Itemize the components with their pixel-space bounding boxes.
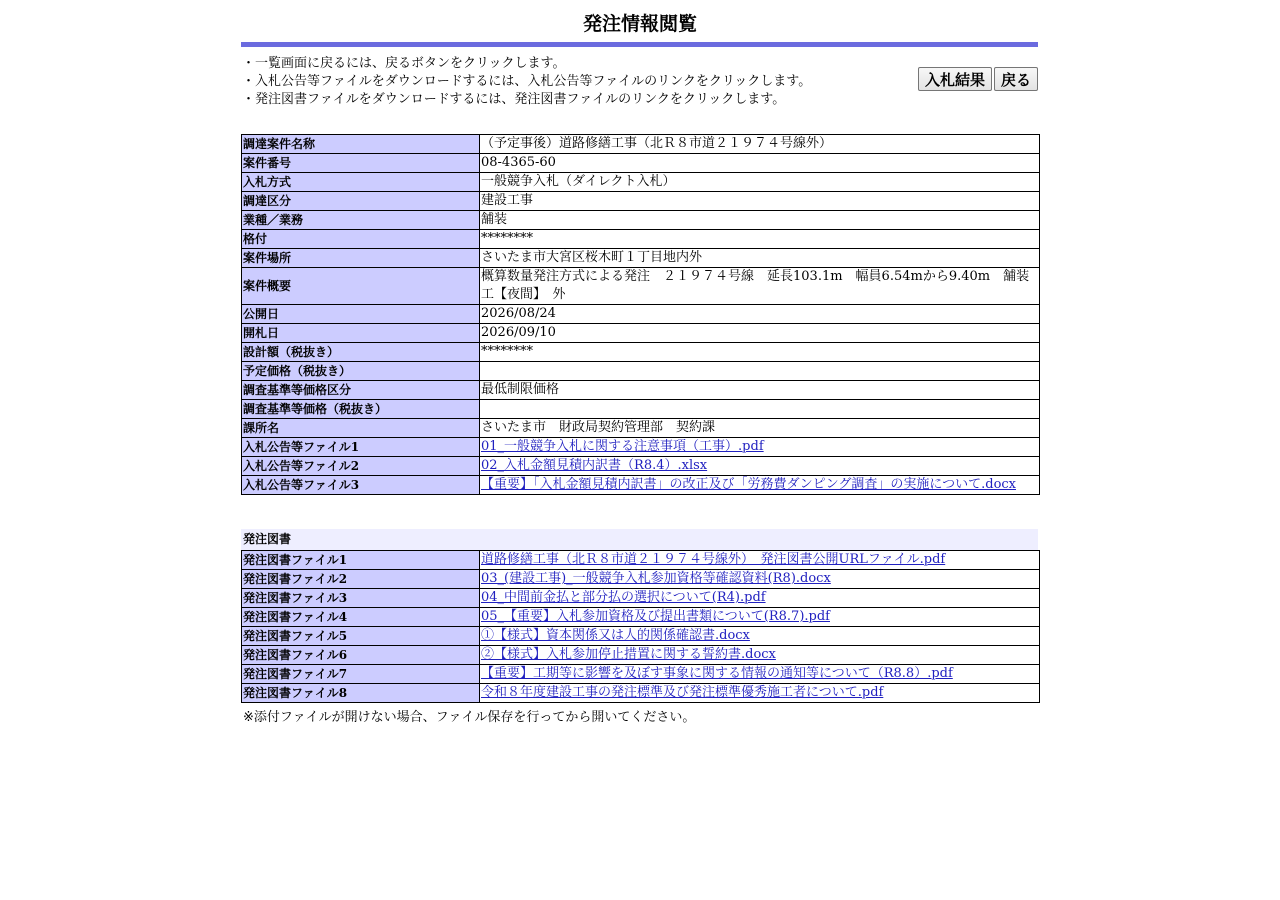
table-row <box>242 324 1040 343</box>
row-value <box>480 457 1040 476</box>
row-value <box>480 684 1040 703</box>
row-value <box>480 665 1040 684</box>
row-value: 建設工事 <box>480 192 1040 211</box>
row-value: ******** <box>480 343 1040 362</box>
row-value: 2026/09/10 <box>480 324 1040 343</box>
row-label: 発注図書ファイル3 <box>242 589 480 608</box>
instructions-block <box>241 47 1039 115</box>
row-label: 案件番号 <box>242 154 480 173</box>
row-label: 発注図書ファイル8 <box>242 684 480 703</box>
row-value: 最低制限価格 <box>480 381 1040 400</box>
page-container <box>241 0 1039 725</box>
notice-file-link[interactable]: 【重要】「入札金額見積内訳書」の改正及び「労務費ダンピング調査」の実施について.docx <box>481 477 1017 492</box>
row-value: （予定事後）道路修繕工事（北Ｒ８市道２１９７４号線外） <box>480 135 1040 154</box>
table-row <box>242 211 1040 230</box>
instruction-item: ・入札公告等ファイルをダウンロードするには、入札公告等ファイルのリンクをクリックします。 <box>242 74 812 89</box>
table-row <box>242 551 1040 570</box>
row-value: ******** <box>480 230 1040 249</box>
row-label: 調達区分 <box>242 192 480 211</box>
row-value: 一般競争入札（ダイレクト入札） <box>480 173 1040 192</box>
row-label: 発注図書ファイル7 <box>242 665 480 684</box>
row-value <box>480 646 1040 665</box>
row-value: 08-4365-60 <box>480 154 1040 173</box>
procurement-info-table <box>241 134 1040 495</box>
row-label: 発注図書ファイル4 <box>242 608 480 627</box>
row-label: 格付 <box>242 230 480 249</box>
drawing-file-link[interactable]: 【重要】工期等に影響を及ぼす事象に関する情報の通知等について（R8.8）.pdf <box>481 666 953 681</box>
row-value: さいたま市 財政局契約管理部 契約課 <box>480 419 1040 438</box>
table-row <box>242 684 1040 703</box>
page-title: 発注情報閲覧 <box>582 13 697 35</box>
drawing-file-link[interactable]: 03_(建設工事)_一般競争入札参加資格等確認資料(R8).docx <box>481 571 831 586</box>
drawing-file-link[interactable]: 令和８年度建設工事の発注標準及び発注標準優秀施工者について.pdf <box>481 685 884 700</box>
action-buttons <box>916 67 1038 91</box>
table-row <box>242 608 1040 627</box>
notice-file-link[interactable]: 01_一般競争入札に関する注意事項（工事）.pdf <box>481 439 764 454</box>
row-label: 発注図書ファイル5 <box>242 627 480 646</box>
drawing-file-link[interactable]: ①【様式】資本関係又は人的関係確認書.docx <box>481 628 750 643</box>
table-row <box>242 476 1040 495</box>
bid-results-button[interactable]: 入札結果 <box>918 67 992 91</box>
row-value: 概算数量発注方式による発注 ２１９７４号線 延長103.1m 幅員6.54mから9.40m 舗装工【夜間】 外 <box>480 268 1040 305</box>
row-label: 公開日 <box>242 305 480 324</box>
table-row <box>242 192 1040 211</box>
table-row <box>242 135 1040 154</box>
table-row <box>242 627 1040 646</box>
row-label: 発注図書ファイル1 <box>242 551 480 570</box>
row-label: 発注図書ファイル6 <box>242 646 480 665</box>
row-label: 入札公告等ファイル3 <box>242 476 480 495</box>
row-label: 入札公告等ファイル2 <box>242 457 480 476</box>
drawing-file-link[interactable]: 04_中間前金払と部分払の選択について(R4).pdf <box>481 590 766 605</box>
table-row <box>242 438 1040 457</box>
notice-file-link[interactable]: 02_入札金額見積内訳書（R8.4）.xlsx <box>481 458 708 473</box>
table-row <box>242 305 1040 324</box>
row-label: 入札方式 <box>242 173 480 192</box>
table-row <box>242 419 1040 438</box>
row-label: 開札日 <box>242 324 480 343</box>
row-value <box>480 627 1040 646</box>
row-label: 発注図書ファイル2 <box>242 570 480 589</box>
instruction-item: ・発注図書ファイルをダウンロードするには、発注図書ファイルのリンクをクリックします。 <box>242 92 786 107</box>
row-label: 業種／業務 <box>242 211 480 230</box>
row-value <box>480 362 1040 381</box>
table-row <box>242 343 1040 362</box>
row-label: 設計額（税抜き） <box>242 343 480 362</box>
table-row <box>242 173 1040 192</box>
row-label: 調達案件名称 <box>242 135 480 154</box>
table-row <box>242 154 1040 173</box>
spacer <box>241 115 1039 134</box>
row-label: 調査基準等価格（税抜き） <box>242 400 480 419</box>
drawing-file-link[interactable]: 道路修繕工事（北Ｒ８市道２１９７４号線外） 発注図書公開URLファイル.pdf <box>481 552 946 567</box>
drawings-table <box>241 550 1040 703</box>
table-row <box>242 570 1040 589</box>
table-row <box>242 249 1040 268</box>
table-row <box>242 381 1040 400</box>
row-value <box>480 476 1040 495</box>
row-label: 案件場所 <box>242 249 480 268</box>
row-label: 案件概要 <box>242 268 480 305</box>
drawings-section-title: 発注図書 <box>241 529 1038 550</box>
table-row <box>242 362 1040 381</box>
row-label: 入札公告等ファイル1 <box>242 438 480 457</box>
row-value: 2026/08/24 <box>480 305 1040 324</box>
table-row <box>242 230 1040 249</box>
row-value <box>480 608 1040 627</box>
row-value: 舗装 <box>480 211 1040 230</box>
row-value <box>480 400 1040 419</box>
row-value: さいたま市大宮区桜木町１丁目地内外 <box>480 249 1040 268</box>
table-row <box>242 457 1040 476</box>
row-label: 調査基準等価格区分 <box>242 381 480 400</box>
row-value <box>480 438 1040 457</box>
drawing-file-link[interactable]: 05_【重要】入札参加資格及び提出書類について(R8.7).pdf <box>481 609 830 624</box>
table-row <box>242 665 1040 684</box>
instruction-item: ・一覧画面に戻るには、戻るボタンをクリックします。 <box>242 56 566 71</box>
footer-note: ※添付ファイルが開けない場合、ファイル保存を行ってから開いてください。 <box>243 710 696 725</box>
row-label: 予定価格（税抜き） <box>242 362 480 381</box>
row-label: 課所名 <box>242 419 480 438</box>
row-value <box>480 551 1040 570</box>
table-row <box>242 589 1040 608</box>
table-row <box>242 268 1040 305</box>
table-row <box>242 400 1040 419</box>
back-button[interactable]: 戻る <box>994 67 1038 91</box>
table-row <box>242 646 1040 665</box>
row-value <box>480 570 1040 589</box>
row-value <box>480 589 1040 608</box>
drawing-file-link[interactable]: ②【様式】入札参加停止措置に関する誓約書.docx <box>481 647 776 662</box>
